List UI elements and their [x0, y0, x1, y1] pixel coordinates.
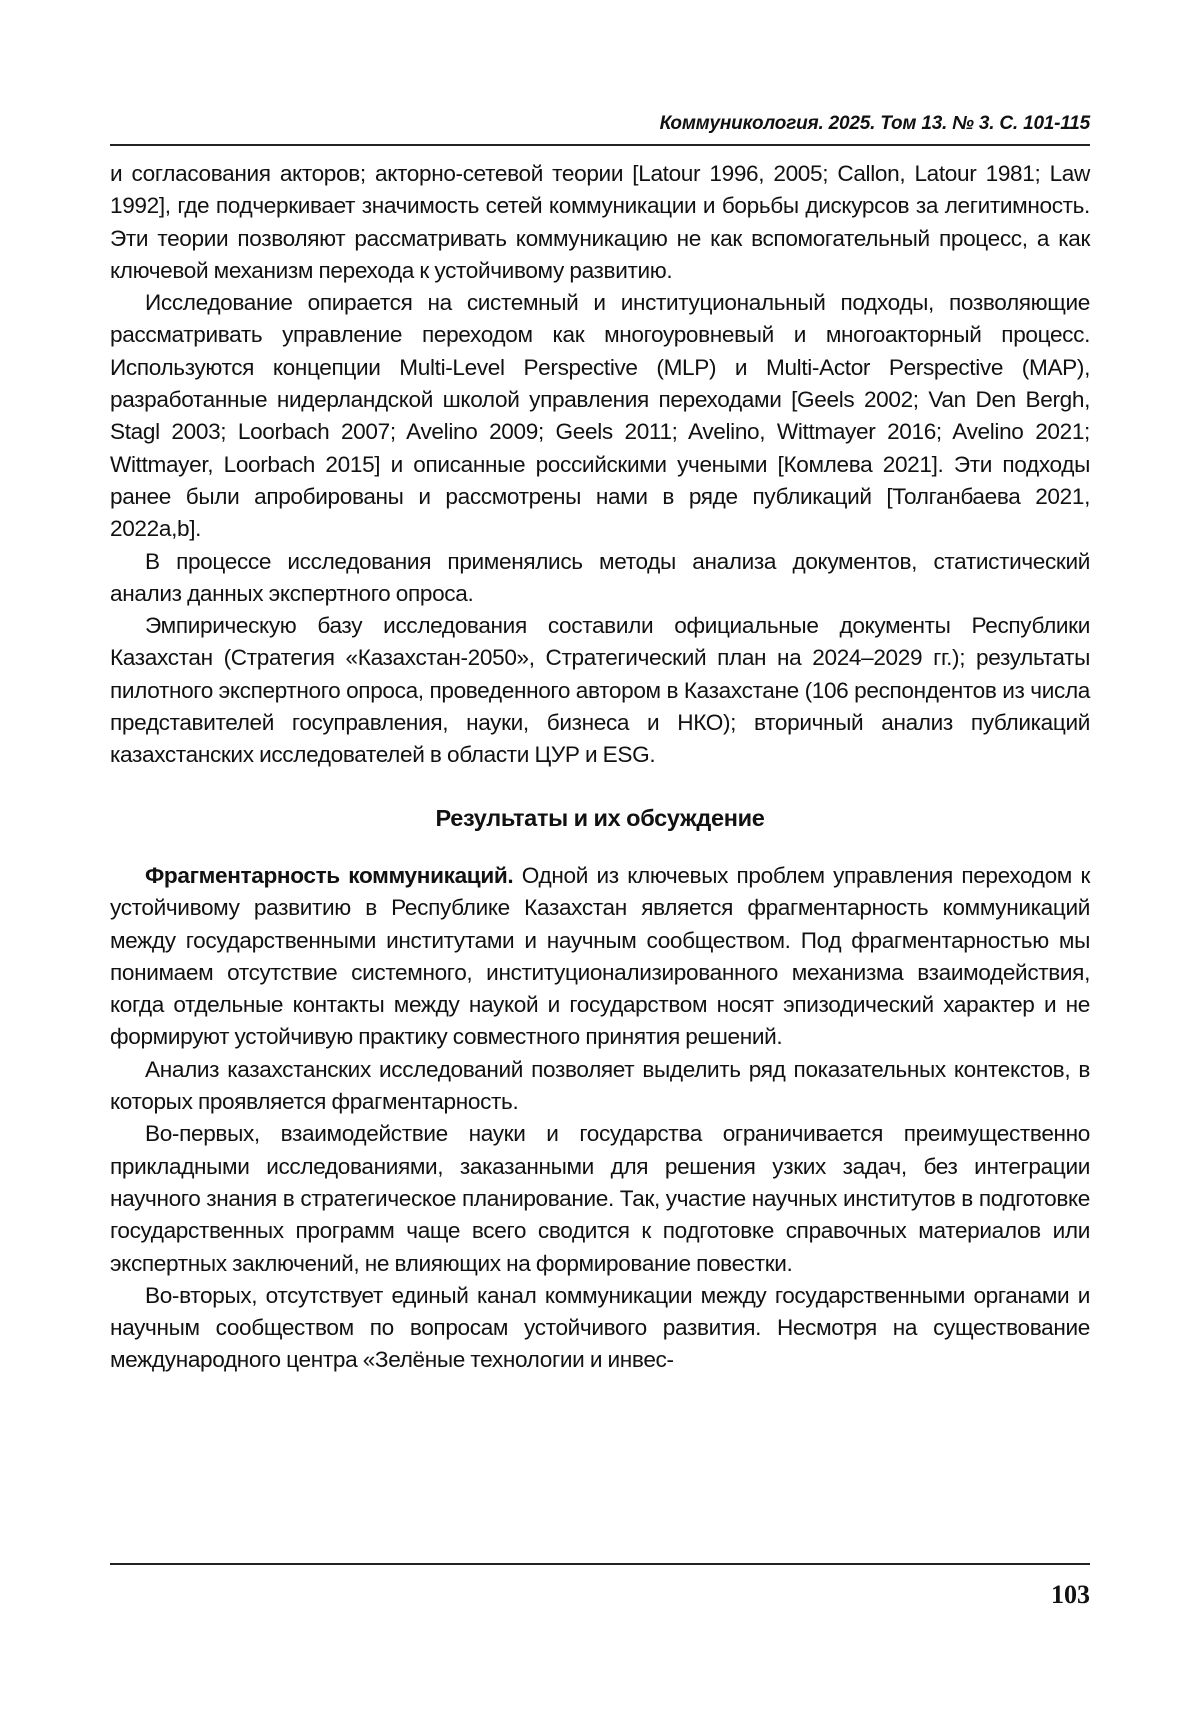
footer-rule — [110, 1563, 1090, 1565]
running-head: Коммуникология. 2025. Том 13. № 3. С. 101-115 — [659, 113, 1090, 134]
paragraph-3: В процессе исследования применялись методы анализа документов, статистический анализ данных экспертного опроса. — [110, 548, 1090, 606]
paragraph-5-text: Одной из ключевых проблем управления переходом к устойчивому развитию в Республике Казахстан является фрагментарность коммуникаций между государственными институтами и научным сообществом. Под фрагментарностью мы понимаем отсутствие системного, институционализированного механизма взаимодействия, когда отдельные контакты между наукой и государством носят эпизодический характер и не формируют устойчивую практику совместного принятия решений. — [110, 862, 1091, 1050]
paragraph-4: Эмпирическую базу исследования составили официальные документы Республики Казахстан (Стратегия «Казахстан-2050», Стратегический план на 2024–2029 гг.); результаты пилотного экспертного опроса, проведенного автором в Казахстане (106 респондентов из числа представителей госуправления, науки, бизнеса и НКО); вторичный анализ публикаций казахстанских исследователей в области ЦУР и ESG. — [110, 613, 1090, 768]
header-rule — [110, 144, 1090, 146]
article-body — [110, 158, 1090, 1377]
paragraph-2: Исследование опирается на системный и институциональный подходы, позволяющие рассматривать управление переходом как многоуровневый и многоакторный процесс. Используются концепции Multi-Level Perspective (MLP) и Multi-Actor Perspective (MAP), разработанные нидерландской школой управления переходами [Geels 2002; Van Den Bergh, Stagl 2003; Loorbach 2007; Avelino 2009; Geels 2011; Avelino, Wittmayer 2016; Avelino 2021; Wittmayer, Loorbach 2015] и описанные российскими учеными [Комлева 2021]. Эти подходы ранее были апробированы и рассмотрены нами в ряде публикаций [Толганбаева 2021, 2022a,b]. — [110, 290, 1090, 542]
paragraph-8: Во-вторых, отсутствует единый канал коммуникации между государственными органами и научным сообществом по вопросам устойчивого развития. Несмотря на существование международного центра «Зелёные технологии и инвес- — [110, 1282, 1090, 1373]
paragraph-5-term: Фрагментарность коммуникаций. — [145, 862, 514, 888]
paragraph-5 — [110, 860, 1090, 1054]
page-number: 103 — [1051, 1580, 1090, 1609]
paragraph-1: и согласования акторов; акторно-сетевой теории [Latour 1996, 2005; Callon, Latour 1981; Law 1992], где подчеркивает значимость сетей коммуникации и борьбы дискурсов за легитимность. Эти теории позволяют рассматривать коммуникацию не как вспомогательный процесс, а как ключевой механизм перехода к устойчивому развитию. — [110, 161, 1090, 283]
paragraph-6: Анализ казахстанских исследований позволяет выделить ряд показательных контекстов, в которых проявляется фрагментарность. — [110, 1056, 1090, 1115]
section-heading: Результаты и их обсуждение — [435, 804, 765, 831]
paragraph-7: Во-первых, взаимодействие науки и государства ограничивается преимущественно прикладными исследованиями, заказанными для решения узких задач, без интеграции научного знания в стратегическое планирование. Так, участие научных институтов в подготовке государственных программ чаще всего сводится к подготовке справочных материалов или экспертных заключений, не влияющих на формирование повестки. — [110, 1121, 1090, 1276]
